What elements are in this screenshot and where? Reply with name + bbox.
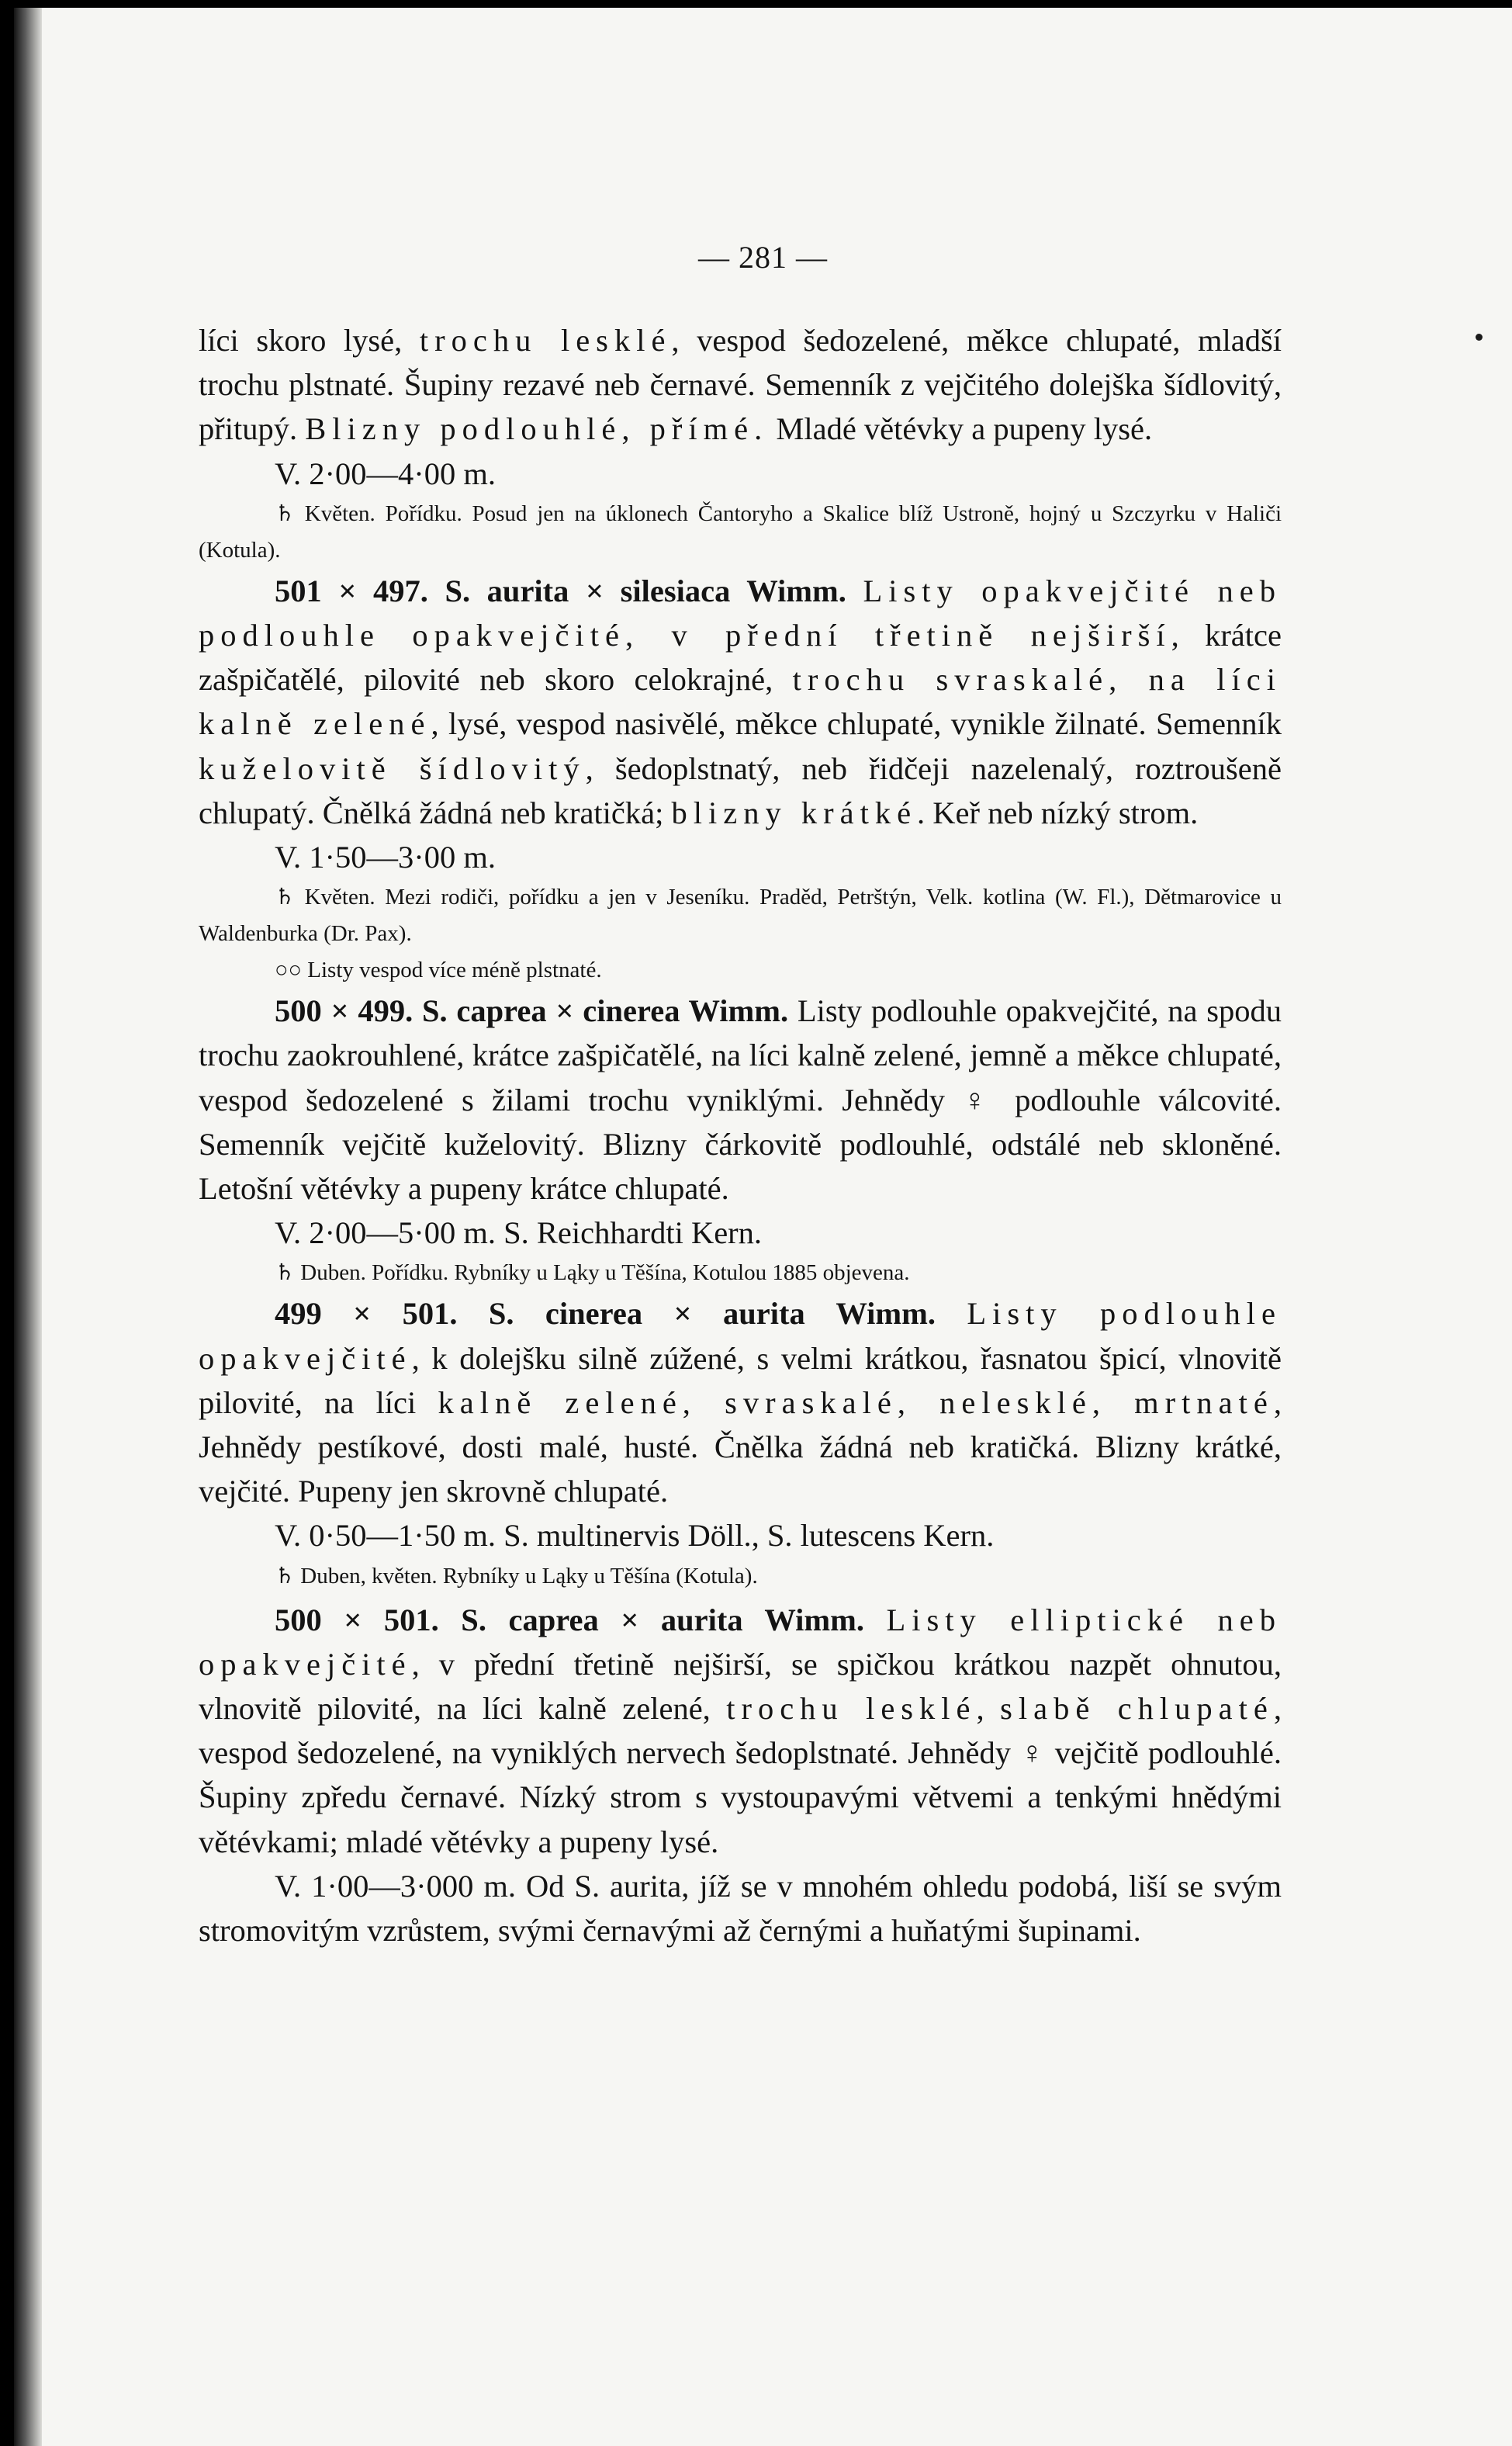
height-line: V. 0·50—1·50 m. S. multinervis Döll., S. lutescens Kern. xyxy=(275,1518,995,1554)
book-page xyxy=(14,8,1512,2446)
variety-note: ○○ Listy vespod více méně plstnaté. xyxy=(275,958,602,983)
entry-heading: 500 × 499. S. caprea × cinerea Wimm. xyxy=(275,993,789,1029)
text-run: líci skoro lysé, xyxy=(199,323,420,358)
spaced-text: Blizny podlouhlé, přímé. xyxy=(305,411,769,447)
ink-spot xyxy=(1476,334,1483,341)
locality-note: ♄ Duben. Pořídku. Rybníky u Ląky u Těšína, Kotulou 1885 objevena. xyxy=(275,1260,910,1286)
entry-heading: 501 × 497. S. aurita × silesiaca Wimm. xyxy=(275,573,846,608)
spaced-text: trochu lesklé xyxy=(419,323,672,358)
text-run: , Jehnědy pestíkové, dosti malé, husté. Čnělka žádná neb kratičká. Blizny krátké, vejčité. Pupeny jen skrovně chlupaté. xyxy=(199,1384,1282,1509)
page-content xyxy=(199,318,1282,1952)
text-run: , vespod šedozelené, na vyniklých nervech šedoplstnaté. Jehnědy ♀ vejčitě podlouhlé. Šupiny zpředu černavé. Nízký strom s vystoupavými větvemi a tenkými hnědými větévkami; mladé větévky a pupeny lysé. xyxy=(199,1691,1282,1859)
text-run xyxy=(936,1296,967,1331)
spaced-text: Listy opakvejčité neb podlouhle opakvejčité, v přední třetině nejširší xyxy=(199,573,1282,653)
intro-paragraph xyxy=(199,318,1282,452)
text-run xyxy=(846,573,863,608)
entry-heading: 500 × 501. S. caprea × aurita Wimm. xyxy=(275,1602,864,1637)
text-run: , v přední třetině nejširší, se spičkou krátkou nazpět ohnutou, vlnovitě pilovité, na líci kalně zelené, xyxy=(199,1646,1282,1727)
entry-paragraph xyxy=(199,1291,1282,1513)
text-run xyxy=(864,1602,887,1637)
entry-heading: 499 × 501. S. cinerea × aurita Wimm. xyxy=(275,1296,936,1332)
spaced-text: Listy elliptické neb opakvejčité xyxy=(199,1602,1282,1682)
entry-paragraph xyxy=(199,1598,1282,1864)
height-line: V. 1·00—3·000 m. Od S. aurita, jíž se v mnohém ohledu podobá, liší se svým stromovitým vzrůstem, svými černavými až černými a huňatými šupinami. xyxy=(199,1868,1282,1949)
text-run: . Keř neb nízký strom. xyxy=(917,795,1199,830)
height-line: V. 1·50—3·00 m. xyxy=(275,840,497,875)
locality-note: ♄ Duben, květen. Rybníky u Ląky u Těšína (Kotula). xyxy=(275,1563,758,1589)
text-run: , vespod šedozelené, měkce chlupaté, mladší trochu plstnaté. Šupiny rezavé neb černavé. Semenník z vejčitého dolejška šídlovitý, přitupý. xyxy=(199,323,1282,447)
entry-paragraph xyxy=(199,989,1282,1211)
text-run: , šedoplstnatý, neb řidčeji nazelenalý, roztroušeně chlupatý. Čnělká žádná neb kratičká; xyxy=(199,750,1282,830)
text-run: , xyxy=(976,1691,1001,1727)
text-run: Mladé větévky a pupeny lysé. xyxy=(768,411,1153,447)
spaced-text: trochu lesklé xyxy=(726,1691,977,1727)
spaced-text: blizny krátké xyxy=(671,795,918,830)
text-run: , lysé, vespod nasivělé, měkce chlupaté, vynikle žilnaté. Semenník xyxy=(431,706,1282,742)
locality-note: ♄ Květen. Pořídku. Posud jen na úklonech Čantoryho a Skalice blíž Ustroně, hojný u Szczyrku v Haliči (Kotula). xyxy=(199,501,1282,563)
spaced-text: kalně zelené, svraskalé, nelesklé, mrtnaté xyxy=(438,1384,1274,1420)
spaced-text: Listy podlouhle opakvejčité xyxy=(199,1296,1282,1376)
height-line: V. 2·00—4·00 m. xyxy=(275,456,497,491)
spaced-text: slabě chlupaté xyxy=(1000,1691,1274,1727)
entry-paragraph xyxy=(199,569,1282,835)
page-number: — 281 — xyxy=(698,240,828,275)
text-run: , krátce zašpičatělé, pilovité neb skoro celokrajné, xyxy=(199,618,1282,698)
book-spine-shadow xyxy=(14,8,42,2446)
spaced-text: kuželovitě šídlovitý xyxy=(199,750,586,786)
locality-note: ♄ Květen. Mezi rodiči, pořídku a jen v Jeseníku. Praděd, Petrštýn, Velk. kotlina (W. Fl.), Dětmarovice u Waldenburka (Dr. Pax). xyxy=(199,885,1282,947)
height-line: V. 2·00—5·00 m. S. Reichhardti Kern. xyxy=(275,1215,763,1251)
spaced-text: trochu svraskalé, na líci kalně zelené xyxy=(199,662,1282,742)
text-run: Listy podlouhle opakvejčité, na spodu trochu zaokrouhlené, krátce zašpičatělé, na líci kalně zelené, jemně a měkce chlupaté, vespod šedozelené s žilami trochu vyniklými. Jehnědy ♀ podlouhle válcovité. Semenník vejčitě kuželovitý. Blizny čárkovitě podlouhlé, odstálé neb skloněné. Letošní větévky a pupeny krátce chlupaté. xyxy=(199,993,1282,1207)
text-run: , k dolejšku silně zúžené, s velmi krátkou, řasnatou špicí, vlnovitě pilovité, na líci xyxy=(199,1340,1282,1420)
